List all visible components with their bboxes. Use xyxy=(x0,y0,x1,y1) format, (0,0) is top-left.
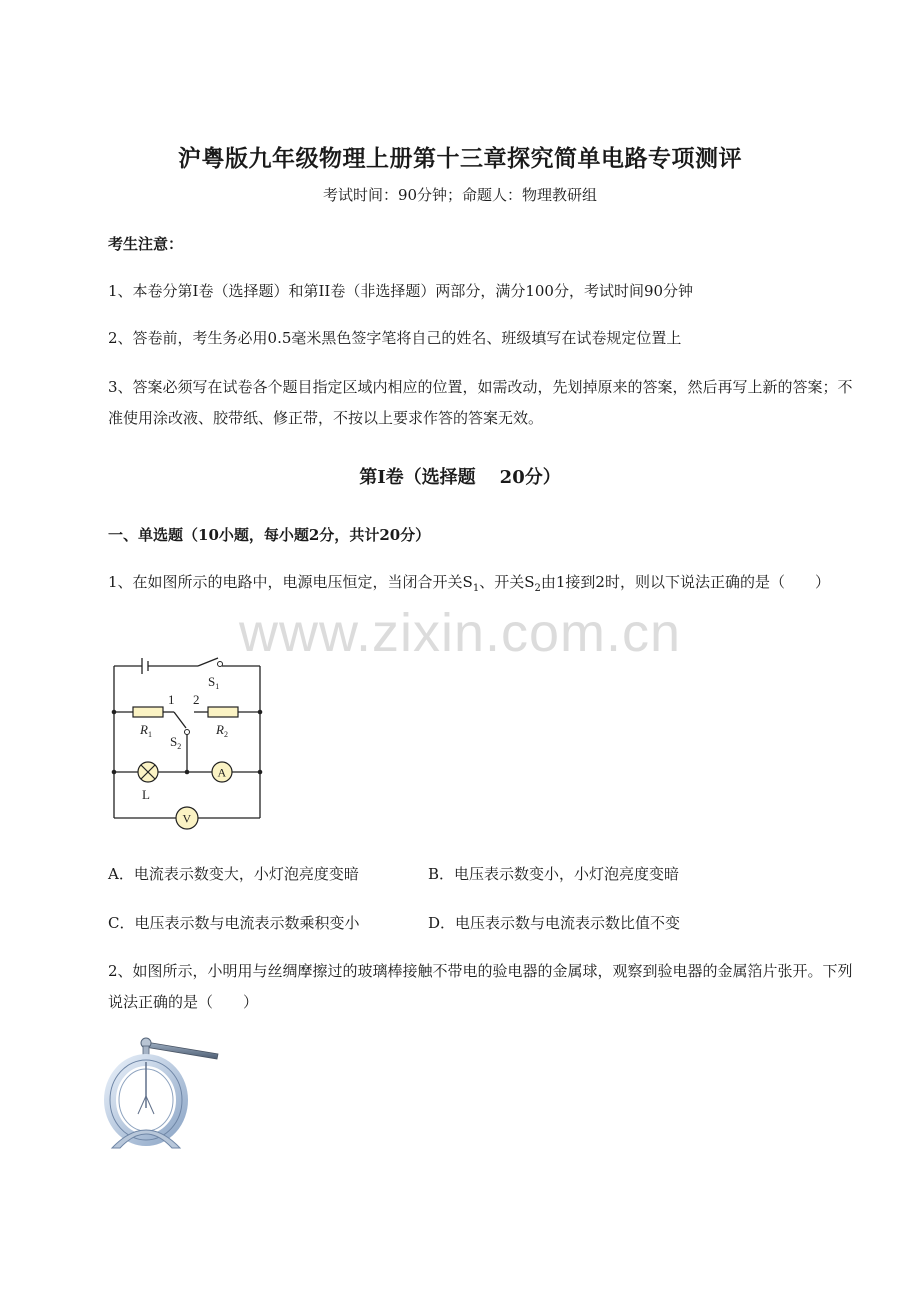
label-s2: $S_2$ xyxy=(170,734,182,751)
section-title-part2: 20分） xyxy=(499,467,561,488)
switch-s1-blade xyxy=(198,658,218,666)
label-r2: $R_2$ xyxy=(216,722,228,739)
label-ammeter: A xyxy=(217,765,227,780)
circuit-diagram xyxy=(100,646,270,836)
section-title-part1: 第I卷（选择题 xyxy=(359,467,476,488)
electroscope-figure xyxy=(100,1030,230,1160)
s2-pivot xyxy=(185,730,190,735)
question-1-text xyxy=(108,567,863,604)
section-title xyxy=(0,463,920,489)
notice-item-2: 2、答卷前，考生务必用0.5毫米黑色签字笔将自己的姓名、班级填写在试卷规定位置上 xyxy=(108,329,682,347)
q1-option-b[interactable]: B．电压表示数变小，小灯泡亮度变暗 xyxy=(428,865,680,883)
question-group-heading: 一、单选题（10小题，每小题2分，共计20分） xyxy=(108,526,431,544)
q1-text-c: 由1接到2时，则以下说法正确的是（ ） xyxy=(540,573,830,591)
q1-sub-1: 1 xyxy=(472,583,480,594)
resistor-r2 xyxy=(208,707,238,717)
label-r1: $R_1$ xyxy=(140,722,152,739)
s1-contact xyxy=(218,662,223,667)
label-s1: $S_1$ xyxy=(208,674,220,691)
exam-subtitle: 考试时间：90分钟；命题人：物理教研组 xyxy=(322,186,598,204)
notice-heading: 考生注意： xyxy=(108,235,184,253)
label-pos1: 1 xyxy=(168,692,175,707)
q1-option-d[interactable]: D．电压表示数与电流表示数比值不变 xyxy=(428,914,681,932)
label-pos2: 2 xyxy=(193,692,200,707)
notice-item-1: 1、本卷分第I卷（选择题）和第II卷（非选择题）两部分，满分100分，考试时间90分钟 xyxy=(108,282,694,300)
switch-s2-blade xyxy=(174,712,186,728)
q1-text-a: 1、在如图所示的电路中，电源电压恒定，当闭合开关S xyxy=(108,573,473,591)
label-lamp: L xyxy=(142,787,150,802)
q1-text-b: 、开关S xyxy=(479,573,535,591)
q1-option-a[interactable]: A．电流表示数变大，小灯泡亮度变暗 xyxy=(108,865,359,883)
notice-item-3: 3、答案必须写在试卷各个题目指定区域内相应的位置，如需改动，先划掉原来的答案，然后再写上新的答案；不准使用涂改液、胶带纸、修正带，不按以上要求作答的答案无效。 xyxy=(108,378,853,427)
watermark: www.zixin.com.cn xyxy=(238,603,682,663)
resistor-r1 xyxy=(133,707,163,717)
q1-sub-2: 2 xyxy=(534,583,541,594)
lamp-icon xyxy=(138,762,158,782)
q1-option-c[interactable]: C．电压表示数与电流表示数乘积变小 xyxy=(108,914,360,932)
label-voltmeter: V xyxy=(182,811,192,826)
question-2-text: 2、如图所示，小明用与丝绸摩擦过的玻璃棒接触不带电的验电器的金属球，观察到验电器的金属箔片张开。下列说法正确的是（ ） xyxy=(108,962,853,1011)
page-title: 沪粤版九年级物理上册第十三章探究简单电路专项测评 xyxy=(178,145,742,172)
